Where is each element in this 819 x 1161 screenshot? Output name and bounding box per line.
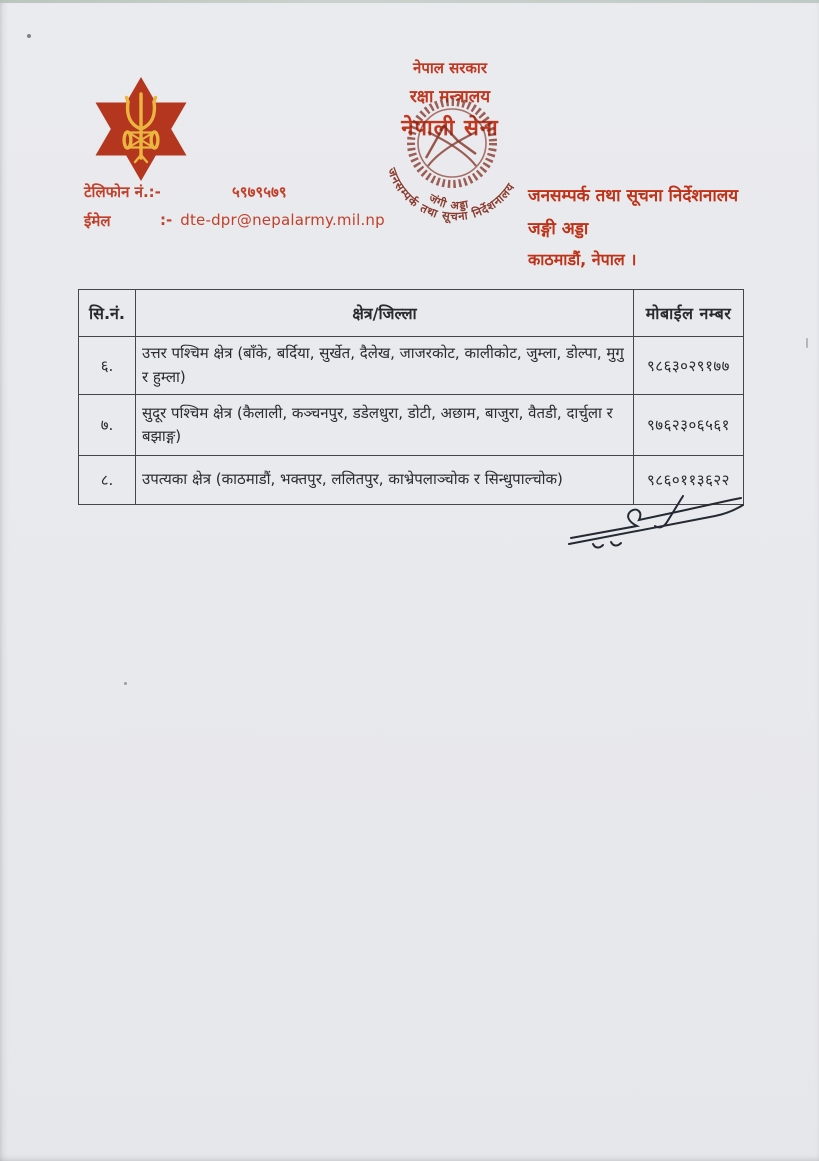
email-line	[84, 211, 414, 231]
directorate-name: जनसम्पर्क तथा सूचना निर्देशनालय	[528, 186, 739, 206]
row-serial: ७.	[79, 395, 136, 456]
email-label: ईमेल	[84, 212, 111, 230]
row-serial: ८.	[79, 456, 136, 505]
city-country: काठमाडौं, नेपाल ।	[528, 250, 637, 269]
official-seal-stamp	[372, 96, 537, 228]
row-mobile: ९८६३०२९१७७	[634, 337, 744, 395]
row-mobile: ९७६२३०६५६१	[634, 395, 744, 456]
row-region: उत्तर पश्चिम क्षेत्र (बाँके, बर्दिया, सुर्खेत, दैलेख, जाजरकोट, कालीकोट, जुम्ला, डोल्पा, मुगु र हुम्ला)	[136, 337, 634, 395]
directorate-address-block	[528, 183, 808, 270]
header-serial-no: सि.नं.	[79, 290, 136, 337]
government-title: नेपाल सरकार	[413, 59, 487, 77]
handwritten-signature	[563, 492, 751, 556]
phone-label: टेलिफोन नं.:-	[84, 183, 161, 201]
scan-speck	[806, 338, 808, 348]
scan-edge-artifact	[0, 0, 819, 3]
phone-line	[84, 182, 414, 202]
row-serial: ६.	[79, 337, 136, 395]
seal-icon	[372, 96, 537, 228]
svg-text:जनसम्पर्क तथा सूचना निर्देशनाल	[384, 165, 517, 224]
row-region: उपत्यका क्षेत्र (काठमाडौं, भक्तपुर, ललितपुर, काभ्रेपलाञ्चोक र सिन्धुपाल्चोक)	[136, 456, 634, 505]
table-row	[79, 337, 744, 395]
table-row	[79, 395, 744, 456]
army-title: नेपाली सेना	[401, 116, 499, 141]
seal-arc-text: जनसम्पर्क तथा सूचना निर्देशनालय	[384, 165, 518, 224]
ministry-title: रक्षा मन्त्रालय	[409, 87, 491, 107]
email-value: dte-dpr@nepalarmy.mil.np	[180, 211, 385, 229]
army-hq-name: जङ्गी अड्डा	[528, 219, 589, 239]
scan-speck	[27, 34, 31, 38]
row-region: सुदूर पश्चिम क्षेत्र (कैलाली, कञ्चनपुर, डडेलधुरा, डोटी, अछाम, बाजुरा, वैतडी, दार्चुला र बझाङ्ग)	[136, 395, 634, 456]
nepal-army-star-emblem-icon	[86, 74, 196, 184]
header-region-district: क्षेत्र/जिल्ला	[136, 290, 634, 337]
phone-value: ५९७९५७९	[232, 183, 287, 201]
seal-bottom-text: जंगी अड्डा	[426, 191, 471, 213]
contact-block	[84, 182, 414, 240]
header-mobile-number: मोबाईल नम्बर	[634, 290, 744, 337]
table-header-row	[79, 290, 744, 337]
scan-speck	[124, 682, 127, 685]
regional-contacts-table	[78, 289, 744, 505]
row-mobile: ९८६०११३६२२	[634, 456, 744, 505]
email-separator: :-	[160, 211, 173, 229]
signature-scribble-icon	[563, 492, 751, 556]
star-trident-icon	[86, 74, 196, 184]
